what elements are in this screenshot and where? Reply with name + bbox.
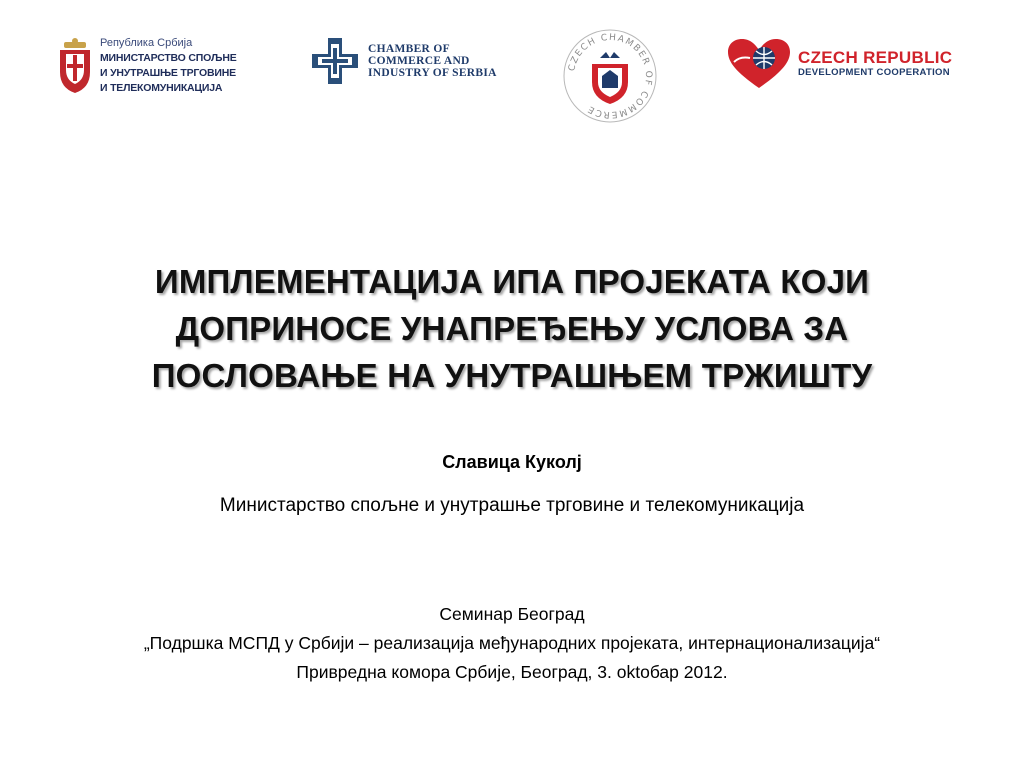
ministry-logo-line2: И УНУТРАШЊЕ ТРГОВИНЕ <box>100 67 236 79</box>
author-name: Славица Куколј <box>442 452 582 472</box>
chamber-serbia-line1: CHAMBER OF <box>368 43 450 55</box>
title-line-1: ИМПЛЕМЕНТАЦИЈА ИПА ПРОЈЕКАТА КОЈИ <box>154 263 870 300</box>
ministry-logo <box>58 36 237 96</box>
title-line-2: ДОПРИНОСЕ УНАПРЕЂЕЊУ УСЛОВА ЗА <box>175 310 849 347</box>
ministry-logo-line3: И ТЕЛЕКОМУНИКАЦИЈА <box>100 82 223 94</box>
ministry-logo-line1: МИНИСТАРСТВО СПОЉНЕ <box>100 52 237 64</box>
czech-dev-line2: DEVELOPMENT COOPERATION <box>798 67 950 78</box>
seminar-line-2: „Подршка МСПД у Србији – реализација међународних пројеката, интернационализација“ <box>143 633 881 653</box>
chamber-serbia-logo <box>312 38 497 84</box>
chamber-serbia-line2: COMMERCE AND <box>368 55 470 67</box>
czech-chamber-seal-icon <box>562 28 658 124</box>
czech-development-logo <box>726 38 952 90</box>
logo-row <box>0 28 1024 118</box>
seminar-line-1: Семинар Београд <box>439 604 585 624</box>
serbian-coat-of-arms-icon <box>58 38 92 94</box>
ministry-logo-line0: Република Србија <box>100 37 193 49</box>
chamber-serbia-line3: INDUSTRY OF SERBIA <box>368 67 497 79</box>
slide-title <box>40 258 984 399</box>
seminar-line-3: Привредна комора Србије, Београд, 3. oktобар 2012. <box>296 662 728 682</box>
czech-chamber-ring-text: CZECH CHAMBER OF COMMERCE <box>567 32 654 120</box>
czech-dev-line1: CZECH REPUBLIC <box>798 48 953 67</box>
chamber-cross-icon <box>312 38 358 84</box>
czech-chamber-logo <box>562 28 658 124</box>
czech-heart-globe-icon <box>726 38 792 90</box>
author-organization: Министарство спољне и унутрашње трговине и телекомуникација <box>219 495 805 516</box>
title-line-3: ПОСЛОВАЊЕ НА УНУТРАШЊЕМ ТРЖИШТУ <box>151 357 873 394</box>
seminar-info <box>0 600 1024 687</box>
